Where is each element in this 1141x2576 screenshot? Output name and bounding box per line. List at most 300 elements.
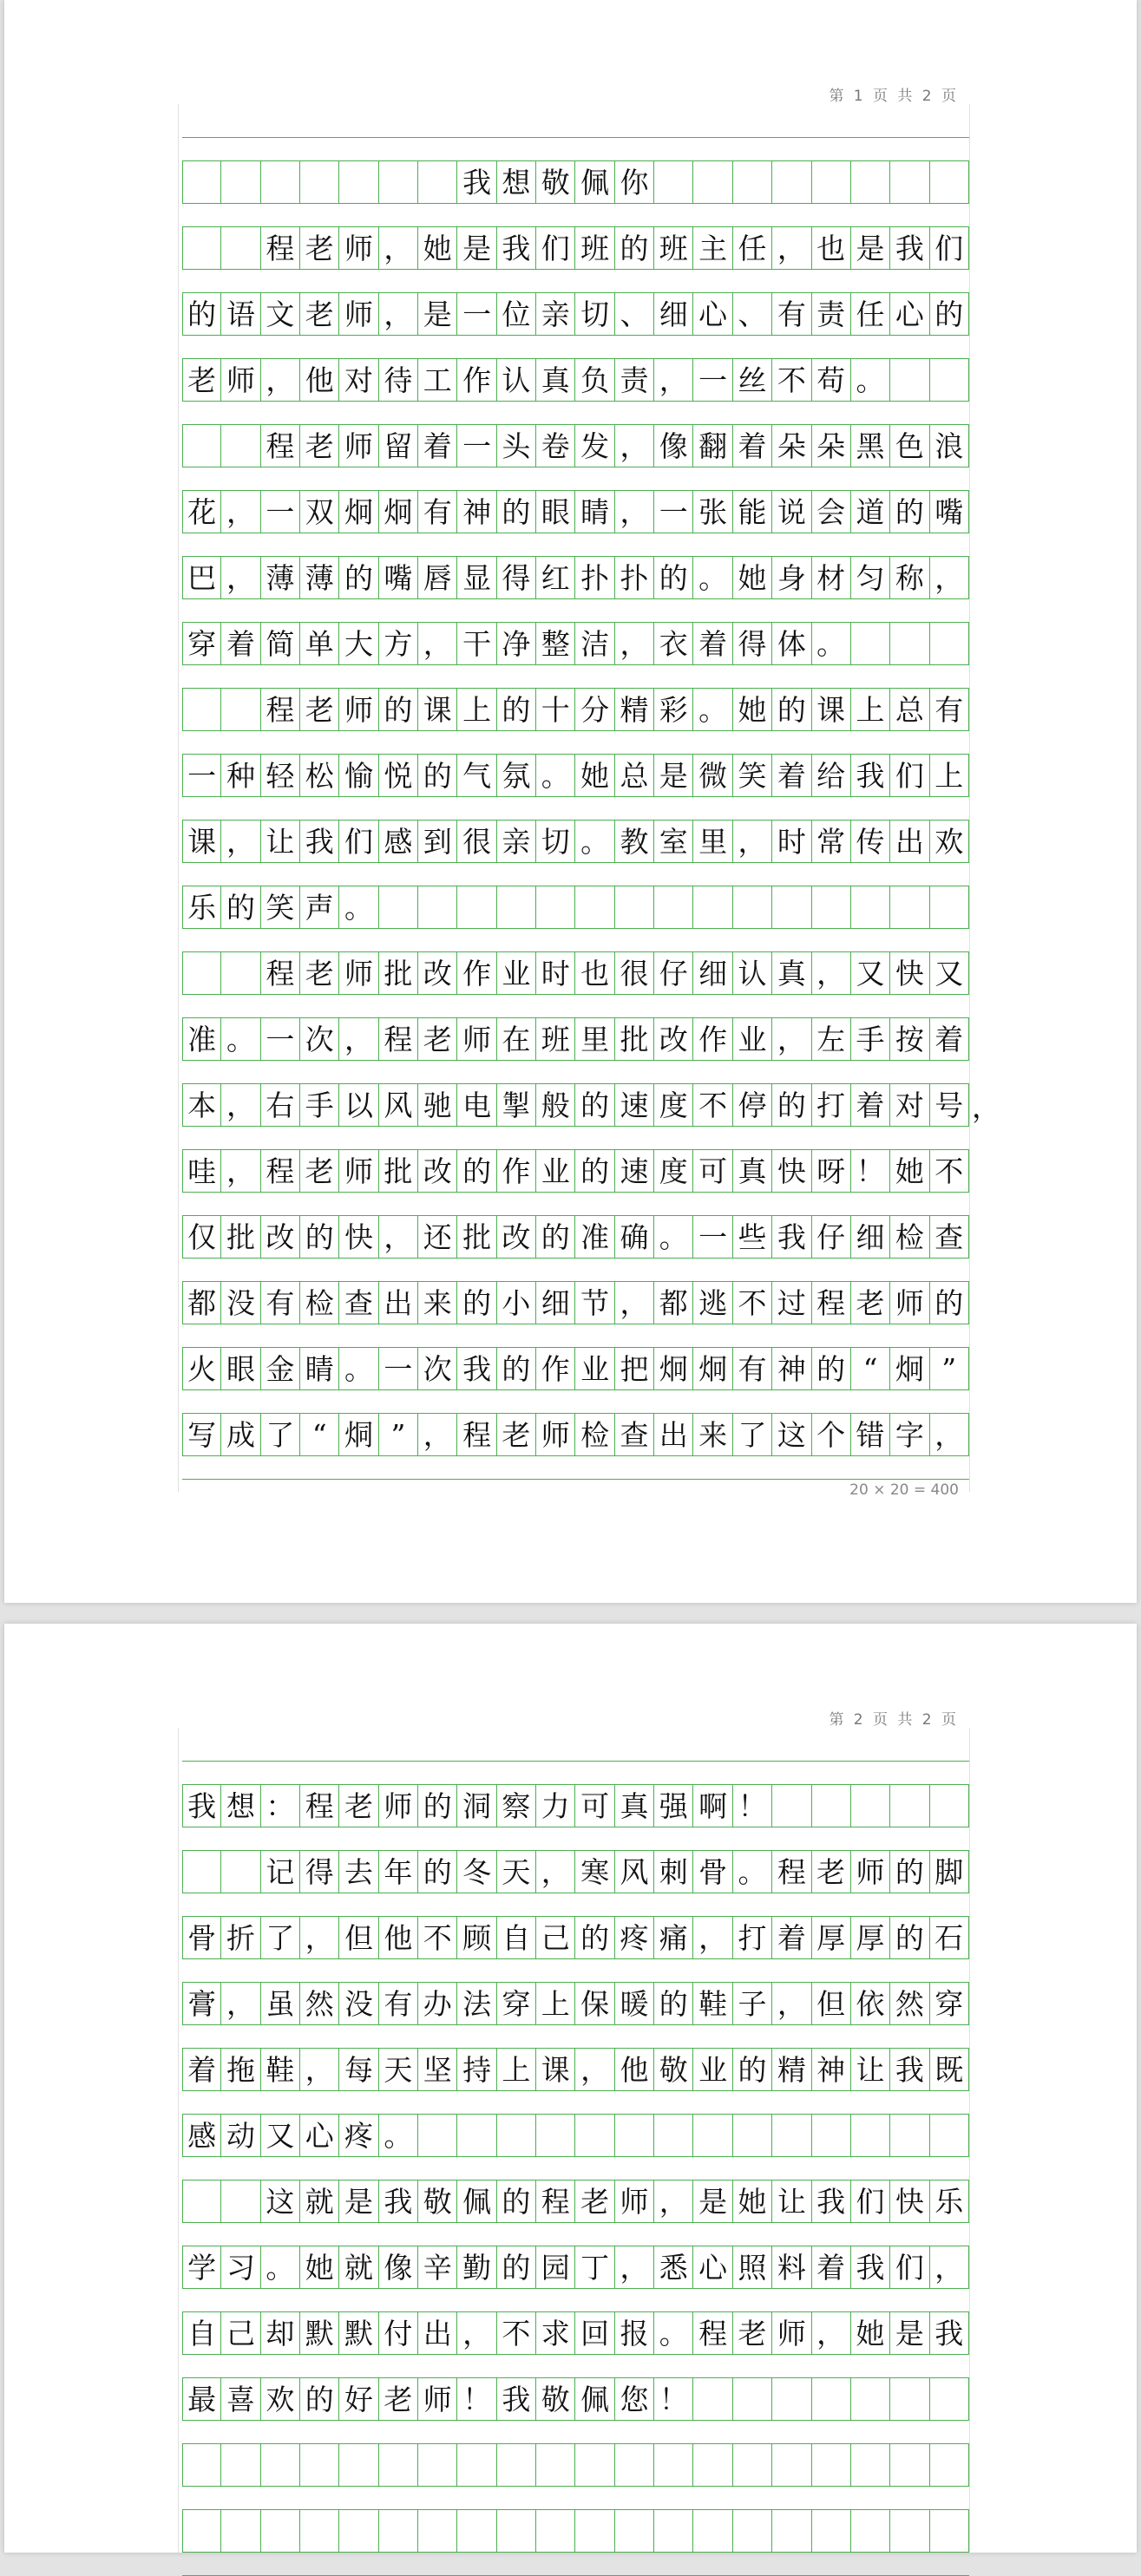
margin-guide	[969, 104, 970, 1492]
grid-cell: 风	[615, 1851, 654, 1893]
grid-cell: 很	[457, 821, 496, 862]
grid-cell: 出	[654, 1414, 693, 1455]
grid-cell	[930, 2444, 969, 2486]
grid-cell	[654, 2444, 693, 2486]
grid-cell	[457, 886, 496, 928]
grid-cell: 批	[221, 1216, 260, 1258]
grid-cell: 佩	[575, 161, 614, 203]
grid-cell: 仔	[654, 952, 693, 994]
grid-cell	[812, 886, 851, 928]
grid-cell	[182, 2444, 221, 2486]
grid-cell: 作	[457, 952, 496, 994]
grid-cell: 睛	[575, 491, 614, 533]
grid-cell: 细	[693, 952, 732, 994]
grid-cell: 主	[693, 227, 732, 269]
grid-cell: ，	[930, 1414, 969, 1455]
grid-cell: 乐	[930, 2180, 969, 2222]
grid-cell: 工	[418, 359, 457, 401]
grid-cell: 动	[221, 2115, 260, 2156]
grid-cell: 回	[575, 2312, 614, 2354]
grid-cell: 程	[261, 425, 300, 467]
row-separator	[182, 401, 969, 425]
row-separator	[182, 269, 969, 293]
grid-cell: 次	[300, 1018, 339, 1060]
grid-cell: 有	[418, 491, 457, 533]
row-cells	[182, 1851, 969, 1893]
grid-cell	[379, 886, 418, 928]
grid-cell: 种	[221, 755, 260, 796]
grid-row	[182, 994, 969, 1060]
grid-cell: 老	[379, 2378, 418, 2420]
grid-cell: 感	[379, 821, 418, 862]
grid-cell: 巴	[182, 557, 221, 598]
grid-cell	[772, 2378, 811, 2420]
grid-cell: ”	[379, 1414, 418, 1455]
row-separator	[182, 467, 969, 491]
grid-cell: 我	[457, 1348, 496, 1389]
grid-cell: 课	[418, 689, 457, 730]
grid-cell: 业	[536, 1150, 575, 1192]
manuscript-grid	[182, 137, 1000, 1480]
grid-cell: 她	[575, 755, 614, 796]
grid-cell: 既	[930, 2049, 969, 2090]
grid-cell	[733, 161, 772, 203]
grid-cell	[772, 2115, 811, 2156]
grid-cell: 丁	[575, 2246, 614, 2288]
grid-cell: 作	[536, 1348, 575, 1389]
row-cells	[182, 1414, 969, 1455]
grid-cell: 一	[379, 1348, 418, 1389]
grid-cell: 写	[182, 1414, 221, 1455]
grid-cell: 他	[300, 359, 339, 401]
grid-cell	[221, 952, 260, 994]
grid-cell: 程	[812, 1282, 851, 1324]
grid-cell: 传	[851, 821, 890, 862]
grid-cell: 右	[261, 1084, 300, 1126]
grid-row	[182, 1893, 969, 1958]
grid-cell: 双	[300, 491, 339, 533]
grid-cell	[890, 886, 929, 928]
grid-cell: 的	[497, 2246, 536, 2288]
page-number-header: 第 2 页 共 2 页	[829, 1711, 959, 1729]
grid-cell	[693, 2444, 732, 2486]
grid-cell: 的	[890, 1917, 929, 1958]
grid-cell: 上	[457, 689, 496, 730]
grid-cell	[890, 2510, 929, 2552]
grid-cell	[693, 2115, 732, 2156]
grid-cell: 位	[497, 293, 536, 335]
grid-cell	[930, 1785, 969, 1827]
grid-cell: “	[300, 1414, 339, 1455]
grid-cell	[536, 2444, 575, 2486]
grid-cell: 力	[536, 1785, 575, 1827]
grid-cell: 哇	[182, 1150, 221, 1192]
grid-cell: 习	[221, 2246, 260, 2288]
grid-cell: 了	[261, 1414, 300, 1455]
row-cells	[182, 293, 969, 335]
grid-cell: 们	[890, 755, 929, 796]
grid-cell: 称	[890, 557, 929, 598]
grid-cell: 改	[418, 952, 457, 994]
grid-cell	[812, 161, 851, 203]
grid-cell: 。	[654, 1216, 693, 1258]
grid-capacity-footer: 20 × 20 = 400	[849, 1481, 959, 1499]
grid-cell: 虽	[261, 1983, 300, 2024]
grid-cell: ，	[418, 1414, 457, 1455]
grid-cell: 时	[536, 952, 575, 994]
grid-cell: 。	[575, 821, 614, 862]
row-separator	[182, 1389, 969, 1414]
grid-cell: 敬	[536, 2378, 575, 2420]
grid-cell: 里	[575, 1018, 614, 1060]
grid-cell	[300, 2444, 339, 2486]
grid-cell: 料	[772, 2246, 811, 2288]
grid-cell	[615, 2444, 654, 2486]
grid-cell	[575, 886, 614, 928]
grid-cell: 每	[339, 2049, 378, 2090]
row-cells	[182, 2180, 969, 2222]
grid-bottom-separator	[182, 1455, 969, 1480]
grid-cell: 炯	[339, 491, 378, 533]
grid-cell	[890, 623, 929, 664]
grid-cell: 她	[300, 2246, 339, 2288]
row-cells	[182, 886, 969, 928]
grid-cell: 课	[812, 689, 851, 730]
grid-cell: 作	[457, 359, 496, 401]
grid-cell	[930, 2378, 969, 2420]
grid-cell	[182, 2180, 221, 2222]
grid-cell	[457, 2444, 496, 2486]
grid-row	[182, 1958, 969, 2024]
grid-cell: 红	[536, 557, 575, 598]
grid-cell: 有	[733, 1348, 772, 1389]
grid-cell	[221, 2444, 260, 2486]
grid-row	[182, 928, 969, 994]
grid-cell: 批	[379, 1150, 418, 1192]
grid-cell: 师	[221, 359, 260, 401]
grid-cell: 责	[812, 293, 851, 335]
grid-cell: 的	[339, 557, 378, 598]
grid-cell	[851, 2510, 890, 2552]
grid-cell: 。	[851, 359, 890, 401]
grid-cell	[615, 2510, 654, 2552]
grid-cell: 业	[693, 2049, 732, 2090]
grid-cell: 。	[654, 2312, 693, 2354]
grid-cell: 快	[890, 952, 929, 994]
grid-cell: 一	[457, 293, 496, 335]
grid-cell: 神	[812, 2049, 851, 2090]
grid-cell: 快	[890, 2180, 929, 2222]
grid-cell: ，	[379, 1216, 418, 1258]
grid-cell: 着	[851, 1084, 890, 1126]
grid-cell: 像	[379, 2246, 418, 2288]
grid-cell: 是	[851, 227, 890, 269]
grid-cell: 啊	[693, 1785, 732, 1827]
grid-cell	[418, 886, 457, 928]
grid-cell	[812, 2444, 851, 2486]
grid-cell: 炯	[654, 1348, 693, 1389]
grid-cell: 得	[733, 623, 772, 664]
grid-cell: 的	[812, 1348, 851, 1389]
grid-row	[182, 862, 969, 928]
grid-cell: 精	[615, 689, 654, 730]
grid-cell: 着	[772, 1917, 811, 1958]
grid-cell: 是	[418, 293, 457, 335]
grid-cell: 手	[851, 1018, 890, 1060]
grid-cell: ，	[379, 227, 418, 269]
grid-cell	[457, 2510, 496, 2552]
grid-cell: 她	[851, 2312, 890, 2354]
grid-cell: 她	[733, 557, 772, 598]
grid-cell	[221, 425, 260, 467]
grid-cell: 察	[497, 1785, 536, 1827]
grid-cell: 程	[261, 952, 300, 994]
grid-cell	[261, 2510, 300, 2552]
grid-cell	[812, 2378, 851, 2420]
grid-cell: 我	[930, 2312, 969, 2354]
row-cells	[182, 2510, 969, 2552]
grid-cell: 黑	[851, 425, 890, 467]
grid-cell: 心	[693, 2246, 732, 2288]
grid-cell: 火	[182, 1348, 221, 1389]
grid-cell: ，	[654, 359, 693, 401]
grid-cell: ，	[575, 2049, 614, 2090]
grid-cell: 业	[575, 1348, 614, 1389]
row-separator	[182, 2024, 969, 2049]
grid-cell: 快	[772, 1150, 811, 1192]
row-separator	[182, 2090, 969, 2115]
row-cells	[182, 821, 969, 862]
grid-cell: 师	[890, 1282, 929, 1324]
grid-cell: 按	[890, 1018, 929, 1060]
grid-cell: 她	[733, 2180, 772, 2222]
grid-cell	[300, 161, 339, 203]
grid-cell: 报	[615, 2312, 654, 2354]
grid-cell: 左	[812, 1018, 851, 1060]
grid-cell: 体	[772, 623, 811, 664]
grid-cell: 的	[418, 1785, 457, 1827]
row-separator	[182, 730, 969, 755]
grid-cell: 着	[812, 2246, 851, 2288]
grid-cell: 把	[615, 1348, 654, 1389]
grid-row	[182, 137, 969, 203]
grid-cell: 净	[497, 623, 536, 664]
grid-cell: 一	[182, 755, 221, 796]
grid-cell: 她	[733, 689, 772, 730]
grid-cell: 心	[890, 293, 929, 335]
grid-cell: 师	[339, 227, 378, 269]
grid-cell: 一	[261, 1018, 300, 1060]
grid-cell: 的	[497, 2180, 536, 2222]
grid-row	[182, 533, 969, 598]
grid-cell: 我	[497, 2378, 536, 2420]
grid-cell: 神	[457, 491, 496, 533]
grid-cell: 的	[457, 1150, 496, 1192]
grid-cell	[930, 886, 969, 928]
grid-cell: ，	[930, 557, 969, 598]
row-cells	[182, 359, 969, 401]
grid-cell: 不	[693, 1084, 732, 1126]
row-separator	[182, 1258, 969, 1282]
grid-cell: 疼	[615, 1917, 654, 1958]
grid-cell: 师	[339, 952, 378, 994]
grid-cell: 风	[379, 1084, 418, 1126]
grid-cell: 膏	[182, 1983, 221, 2024]
grid-cell: ，	[300, 2049, 339, 2090]
grid-cell: 真	[733, 1150, 772, 1192]
grid-cell: 节	[575, 1282, 614, 1324]
grid-cell: 朵	[812, 425, 851, 467]
grid-cell: 丝	[733, 359, 772, 401]
grid-cell: 心	[300, 2115, 339, 2156]
grid-cell: 园	[536, 2246, 575, 2288]
grid-row	[182, 335, 969, 401]
row-separator	[182, 1827, 969, 1851]
grid-cell	[379, 161, 418, 203]
row-cells	[182, 2246, 969, 2288]
grid-cell: 得	[497, 557, 536, 598]
grid-cell	[182, 1851, 221, 1893]
grid-cell: 的	[418, 755, 457, 796]
grid-cell: 得	[300, 1851, 339, 1893]
grid-cell: 老	[575, 2180, 614, 2222]
grid-cell: 着	[772, 755, 811, 796]
grid-cell	[418, 2444, 457, 2486]
grid-cell	[575, 2115, 614, 2156]
grid-cell: ，	[772, 1018, 811, 1060]
grid-cell: 、	[733, 293, 772, 335]
grid-cell: 查	[339, 1282, 378, 1324]
grid-row	[182, 2354, 969, 2420]
grid-cell: 翻	[693, 425, 732, 467]
grid-row	[182, 598, 969, 664]
grid-cell: ，	[418, 623, 457, 664]
grid-cell: ，	[300, 1917, 339, 1958]
grid-cell: 精	[772, 2049, 811, 2090]
grid-cell: 厚	[851, 1917, 890, 1958]
grid-cell: 总	[890, 689, 929, 730]
grid-cell: 是	[339, 2180, 378, 2222]
grid-cell: 辛	[418, 2246, 457, 2288]
grid-cell	[851, 886, 890, 928]
row-cells	[182, 1018, 969, 1060]
grid-cell: 没	[339, 1983, 378, 2024]
grid-cell: 作	[497, 1150, 536, 1192]
grid-cell: 文	[261, 293, 300, 335]
grid-cell: 拖	[221, 2049, 260, 2090]
grid-cell	[851, 2115, 890, 2156]
grid-cell: 感	[182, 2115, 221, 2156]
grid-cell: 佩	[457, 2180, 496, 2222]
grid-cell: 速	[615, 1084, 654, 1126]
grid-cell	[930, 359, 969, 401]
grid-cell: 穿	[930, 1983, 969, 2024]
grid-cell: 对	[890, 1084, 929, 1126]
grid-cell: 他	[615, 2049, 654, 2090]
grid-cell: 痛	[654, 1917, 693, 1958]
grid-cell: 着	[930, 1018, 969, 1060]
grid-cell: 切	[575, 293, 614, 335]
grid-cell: 真	[772, 952, 811, 994]
grid-cell	[418, 161, 457, 203]
grid-cell	[851, 623, 890, 664]
grid-cell: 一	[654, 491, 693, 533]
row-cells	[182, 1084, 969, 1126]
grid-cell: 烔	[339, 1414, 378, 1455]
grid-cell: 上	[536, 1983, 575, 2024]
grid-cell: 有	[930, 689, 969, 730]
grid-cell	[300, 2510, 339, 2552]
grid-cell: 师	[339, 293, 378, 335]
grid-cell: 不	[418, 1917, 457, 1958]
grid-cell: 会	[812, 491, 851, 533]
grid-cell: 却	[261, 2312, 300, 2354]
grid-cell: 老	[851, 1282, 890, 1324]
grid-cell: 声	[300, 886, 339, 928]
grid-cell: ，	[221, 491, 260, 533]
grid-cell: 悉	[654, 2246, 693, 2288]
grid-cell: 。	[221, 1018, 260, 1060]
grid-cell: 朵	[772, 425, 811, 467]
grid-cell: 。	[693, 557, 732, 598]
grid-cell: 就	[339, 2246, 378, 2288]
grid-cell: 张	[693, 491, 732, 533]
grid-cell	[890, 2444, 929, 2486]
grid-cell: 轻	[261, 755, 300, 796]
grid-cell: 让	[851, 2049, 890, 2090]
grid-cell: 准	[182, 1018, 221, 1060]
grid-cell: 真	[615, 1785, 654, 1827]
row-separator	[182, 203, 969, 227]
row-cells	[182, 425, 969, 467]
row-separator	[182, 1324, 969, 1348]
grid-cell	[654, 161, 693, 203]
row-cells	[182, 2312, 969, 2354]
grid-cell: 不	[930, 1150, 969, 1192]
grid-cell: 单	[300, 623, 339, 664]
grid-cell: 师	[772, 2312, 811, 2354]
grid-cell: 我	[851, 755, 890, 796]
grid-cell: 的	[536, 1216, 575, 1258]
grid-cell: 道	[851, 491, 890, 533]
grid-cell	[772, 886, 811, 928]
grid-cell: 没	[221, 1282, 260, 1324]
grid-cell: 坚	[418, 2049, 457, 2090]
grid-cell: 鞋	[261, 2049, 300, 2090]
grid-cell: 老	[812, 1851, 851, 1893]
grid-cell: 常	[812, 821, 851, 862]
grid-cell: 笑	[733, 755, 772, 796]
grid-cell	[772, 161, 811, 203]
grid-cell: 刺	[654, 1851, 693, 1893]
grid-cell: 任	[851, 293, 890, 335]
grid-cell	[182, 425, 221, 467]
grid-cell: 扑	[575, 557, 614, 598]
grid-cell: 欢	[930, 821, 969, 862]
grid-cell	[851, 2444, 890, 2486]
grid-cell: 。	[693, 689, 732, 730]
grid-cell: 般	[536, 1084, 575, 1126]
grid-cell: 着	[221, 623, 260, 664]
grid-cell	[890, 359, 929, 401]
grid-cell	[733, 2378, 772, 2420]
grid-cell: 着	[418, 425, 457, 467]
grid-row	[182, 2222, 969, 2288]
grid-row	[182, 1761, 969, 1827]
row-cells	[182, 1785, 969, 1827]
grid-cell: ：	[261, 1785, 300, 1827]
grid-cell: 脚	[930, 1851, 969, 1893]
